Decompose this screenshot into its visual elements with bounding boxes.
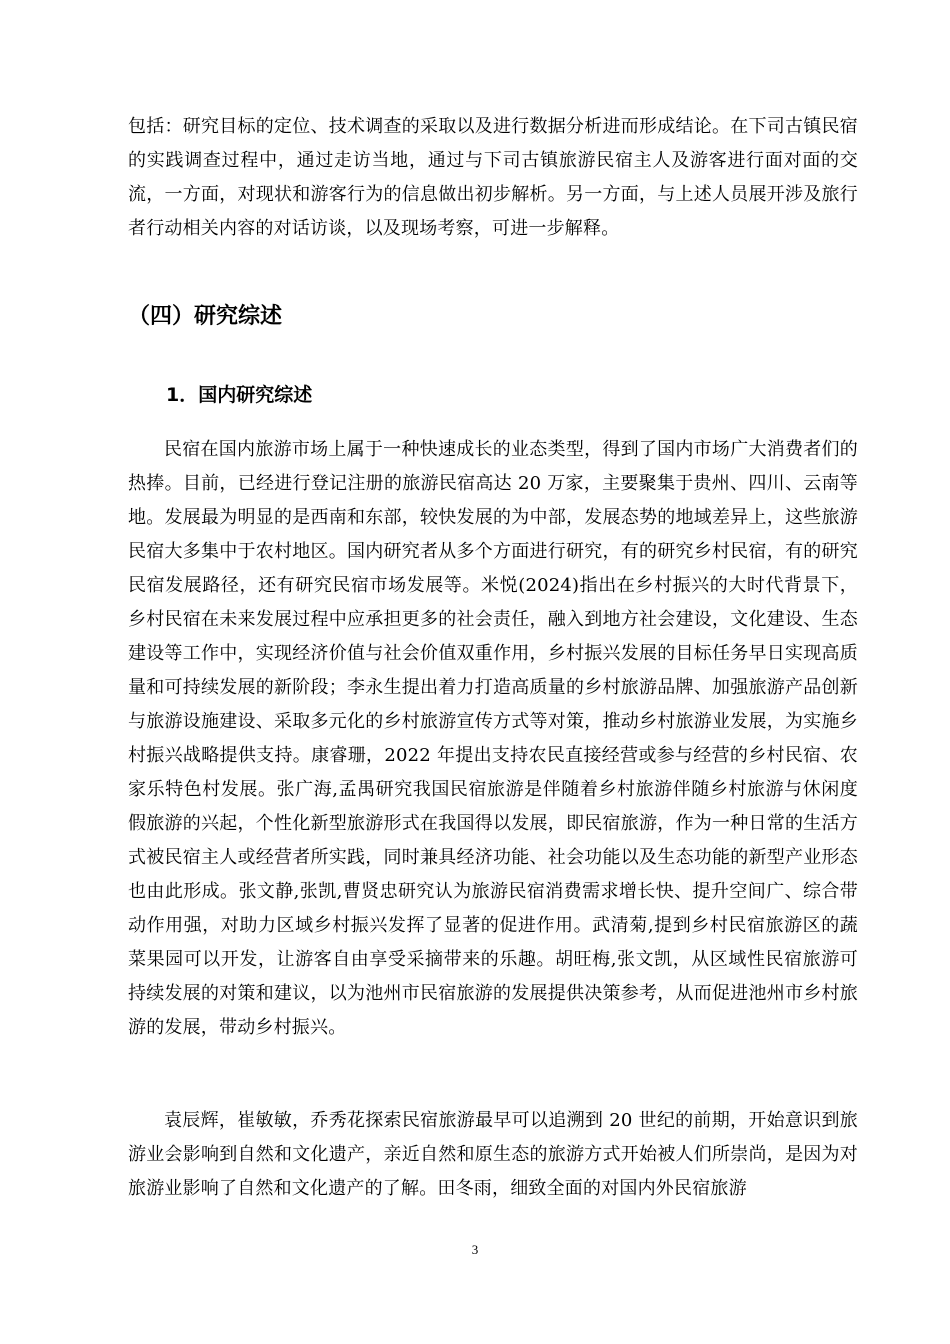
intro-paragraph: 包括：研究目标的定位、技术调查的采取以及进行数据分析进而形成结论。在下司古镇民宿的实践调查过程中，通过走访当地，通过与下司古镇旅游民宿主人及游客进行面对面的交流，一方面，对现状和游客行为的信息做出初步解析。另一方面，与上述人员展开涉及旅行者行动相关内容的对话访谈，以及现场考察，可进一步解释。 bbox=[128, 116, 858, 239]
subsection-heading: 1．国内研究综述 bbox=[166, 384, 313, 406]
section-heading: （四）研究综述 bbox=[128, 304, 283, 329]
page-number: 3 bbox=[471, 1242, 479, 1257]
body-paragraph-2: 袁辰辉，崔敏敏，乔秀花探索民宿旅游最早可以追溯到 20 世纪的前期，开始意识到旅游业会影响到自然和文化遗产，亲近自然和原生态的旅游方式开始被人们所崇尚，是因为对旅游业影响了自然和文化遗产的了解。田冬雨，细致全面的对国内外民宿旅游 bbox=[128, 1110, 858, 1199]
body-paragraph-1: 民宿在国内旅游市场上属于一种快速成长的业态类型，得到了国内市场广大消费者们的热捧。目前，已经进行登记注册的旅游民宿高达 20 万家，主要聚集于贵州、四川、云南等地。发展最为明显的是西南和东部，较快发展的为中部，发展态势的地域差异上，这些旅游民宿大多集中于农村地区。国内研究者从多个方面进行研究，有的研究乡村民宿，有的研究民宿发展路径，还有研究民宿市场发展等。米悦(2024)指出在乡村振兴的大时代背景下，乡村民宿在未来发展过程中应承担更多的社会责任，融入到地方社会建设，文化建设、生态建设等工作中，实现经济价值与社会价值双重作用，乡村振兴发展的目标任务早日实现高质量和可持续发展的新阶段；李永生提出着力打造高质量的乡村旅游品牌、加强旅游产品创新与旅游设施建设、采取多元化的乡村旅游宣传方式等对策，推动乡村旅游业发展，为实施乡村振兴战略提供支持。康睿珊，2022 年提出支持农民直接经营或参与经营的乡村民宿、农家乐特色村发展。张广海,孟禺研究我国民宿旅游是伴随着乡村旅游伴随乡村旅游与休闲度假旅游的兴起，个性化新型旅游形式在我国得以发展，即民宿旅游，作为一种日常的生活方式被民宿主人或经营者所实践，同时兼具经济功能、社会功能以及生态功能的新型产业形态也由此形成。张文静,张凯,曹贤忠研究认为旅游民宿消费需求增长快、提升空间广、综合带动作用强，对助力区域乡村振兴发挥了显著的促进作用。武清菊,提到乡村民宿旅游区的蔬菜果园可以开发，让游客自由享受采摘带来的乐趣。胡旺梅,张文凯，从区域性民宿旅游可持续发展的对策和建议，以为池州市民宿旅游的发展提供决策参考，从而促进池州市乡村旅游的发展，带动乡村振兴。 bbox=[128, 439, 858, 1038]
